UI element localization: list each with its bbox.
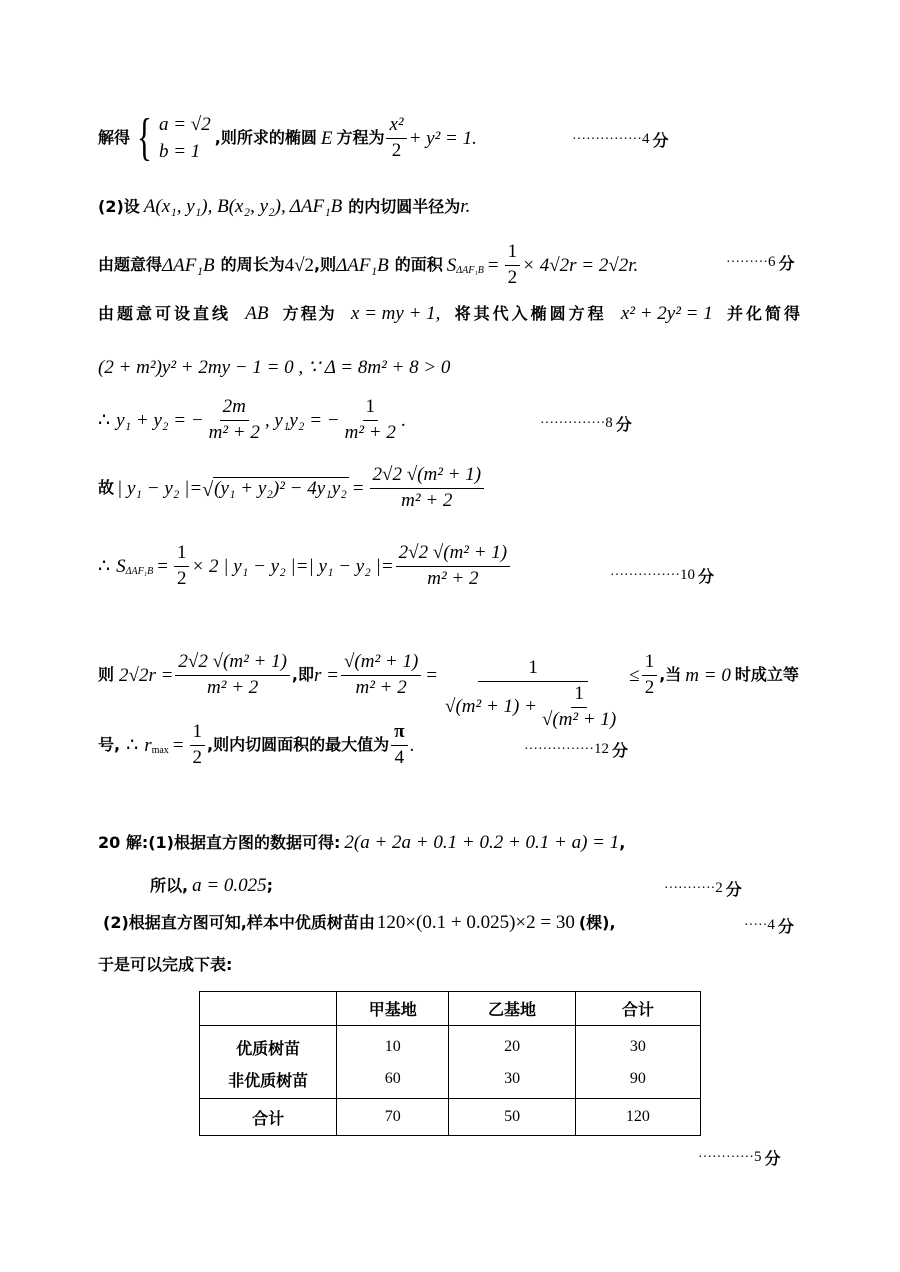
solution-line-14 — [98, 957, 232, 973]
table-cell: 30 — [575, 1026, 700, 1065]
text: 故 — [98, 478, 115, 498]
operator: = — [157, 555, 168, 577]
equation: × 4√2r = 2√2r. — [522, 254, 639, 276]
subscript: ΔAF₁B — [125, 566, 154, 578]
table-header-cell — [200, 992, 337, 1026]
text: ,则内切圆面积的最大值为 — [207, 735, 390, 755]
row-label: 优质树苗 — [200, 1026, 337, 1065]
text: 则 — [98, 665, 115, 685]
equation: x = my + 1, — [350, 303, 441, 324]
variable: E — [320, 127, 333, 149]
therefore-symbol: ∴ — [98, 555, 111, 577]
variable: r — [144, 734, 152, 756]
fraction: $\frac{1}{\text{√(m² + 1)}}$ — [541, 682, 617, 730]
equation: b = 1 — [158, 141, 201, 162]
text: 方程为 — [282, 303, 337, 323]
score-marker: ············ 5 分 — [698, 1149, 781, 1168]
therefore-symbol: ∴ — [126, 734, 139, 756]
solution-line-9 — [98, 620, 799, 731]
text: (2)设 — [98, 196, 140, 216]
text: 的内切圆半径为 — [348, 196, 461, 216]
table-cell: 30 — [449, 1064, 575, 1099]
equation: a = √2 — [158, 114, 211, 135]
equation: x² + 2y² = 1 — [620, 303, 713, 324]
nested-fraction: 1 √(m² + 1) + $\frac{1}{\text{√(m² + 1)}}$ — [442, 658, 624, 731]
variable: AB — [245, 303, 269, 324]
fraction: $\frac{1}{2}$ — [174, 543, 190, 590]
text: 的面积 — [394, 255, 443, 275]
score-marker: ········· 6 分 — [726, 254, 795, 273]
score-marker: ·············· 8 分 — [540, 415, 632, 434]
value: 4√2 — [284, 254, 315, 276]
score-marker: ··········· 2 分 — [664, 880, 742, 899]
equation: r = — [314, 664, 339, 686]
table-header-row — [200, 992, 701, 1026]
fraction: $\frac{\pi}{4}$ — [391, 722, 407, 769]
operator: ≤ — [629, 664, 640, 686]
variable: S — [116, 555, 126, 577]
text: 号, — [98, 735, 121, 755]
operator: = — [487, 254, 499, 276]
square-root: √ (y₁ + y₂)² − 4y₁y₂ — [202, 477, 347, 501]
solution-line-13 — [103, 913, 616, 932]
punctuation: . — [409, 734, 415, 756]
fraction: $\frac{1}{2}$ — [505, 242, 521, 289]
table-row — [200, 1026, 701, 1065]
text: ,则 — [314, 255, 337, 275]
text: 由题意得 — [98, 255, 163, 275]
triangle-label: ΔAF₁B — [289, 196, 343, 217]
text: ,则所求的椭圆 — [214, 128, 317, 147]
text: 的周长为 — [220, 255, 285, 275]
score-marker: ··············· 12 分 — [524, 741, 628, 760]
text: 20 解:(1)根据直方图的数据可得: — [98, 832, 341, 852]
solution-line-1 — [98, 109, 477, 166]
table-header-cell: 乙基地 — [449, 992, 575, 1026]
text: 将其代入椭圆方程 — [454, 303, 607, 323]
fraction: $\frac{\text{x²}}{2}$ — [386, 115, 406, 162]
table-row — [200, 1064, 701, 1099]
equation: y₁ + y₂ = − — [116, 409, 204, 431]
left-brace-icon: { — [137, 109, 152, 166]
text: ,即 — [291, 665, 315, 685]
text: 时成立等 — [734, 665, 799, 685]
equation: m = 0 — [685, 664, 731, 686]
equation: a = 0.025 — [192, 875, 267, 896]
fraction: $\frac{2m}{\text{m² + 2}}$ — [208, 396, 260, 443]
variable: S — [446, 254, 457, 276]
equation-system — [132, 109, 211, 166]
solution-line-10 — [98, 722, 414, 769]
score-marker: ··············· 4 分 — [572, 131, 669, 150]
contingency-table — [199, 991, 701, 1136]
solution-line-3 — [98, 242, 638, 289]
table-cell: 120 — [575, 1099, 700, 1136]
solution-line-7 — [98, 465, 486, 512]
solution-line-6 — [98, 397, 406, 444]
text: (2)根据直方图可知,样本中优质树苗由 — [103, 912, 375, 932]
fraction: $\frac{1}{2}$ — [190, 722, 206, 769]
operator: = — [172, 734, 184, 756]
equation: 120×(0.1 + 0.025)×2 = 30 — [376, 912, 575, 933]
table-header-cell: 合计 — [575, 992, 700, 1026]
text: 所以, — [150, 875, 189, 895]
equation: + y² = 1. — [408, 127, 477, 149]
fraction: $\frac{1}{2}$ — [642, 652, 658, 699]
table-cell: 70 — [337, 1099, 449, 1136]
table-cell: 50 — [449, 1099, 575, 1136]
therefore-symbol: ∴ — [98, 409, 111, 431]
score-marker: ····· 4 分 — [744, 917, 794, 936]
table-cell: 10 — [337, 1026, 449, 1065]
solution-line-4 — [98, 304, 803, 323]
table-total-row — [200, 1099, 701, 1136]
table-cell: 20 — [449, 1026, 575, 1065]
fraction: $\frac{\text{2√2 √(m² + 1)}}{\text{m² + 2}}$ — [396, 543, 511, 590]
operator: = — [426, 664, 438, 686]
solution-line-5 — [98, 358, 450, 377]
score-marker: ··············· 10 分 — [610, 567, 714, 586]
subscript: max — [151, 745, 169, 757]
text: 并化简得 — [726, 303, 803, 323]
fraction: $\frac{\text{2√2 √(m² + 1)}}{\text{m² + 2}}$ — [175, 652, 290, 699]
fraction: $\frac{1}{\text{m² + 2}}$ — [344, 396, 396, 443]
fraction: $\frac{\text{2√2 √(m² + 1)}}{\text{m² + 2}}$ — [370, 465, 485, 512]
row-label: 合计 — [200, 1099, 337, 1136]
solution-line-2 — [98, 197, 470, 216]
equation: 2(a + 2a + 0.1 + 0.2 + 0.1 + a) = 1 — [344, 832, 620, 853]
solution-line-12 — [150, 876, 273, 895]
text: 由题意可设直线 — [98, 303, 232, 323]
punctuation: . — [400, 409, 406, 431]
equation: | y₁ − y₂ |= — [117, 477, 203, 499]
text: ,当 — [659, 665, 682, 685]
subscript: ΔAF₁B — [456, 265, 484, 277]
variable: r. — [460, 196, 471, 217]
row-label: 非优质树苗 — [200, 1064, 337, 1099]
fraction: $\frac{\text{√(m² + 1)}}{\text{m² + 2}}$ — [341, 652, 421, 699]
text: (棵), — [578, 912, 616, 932]
text: 方程为 — [336, 128, 385, 147]
equation: (2 + m²)y² + 2my − 1 = 0 , ∵ Δ = 8m² + 8 > 0 — [98, 357, 451, 378]
equation: × 2 | y₁ − y₂ |=| y₁ − y₂ |= — [191, 555, 394, 577]
table-cell: 90 — [575, 1064, 700, 1099]
triangle-label: ΔAF₁B — [336, 254, 389, 276]
text: 于是可以完成下表: — [98, 955, 233, 974]
solution-line-11 — [98, 833, 625, 852]
text: 解得 — [98, 128, 131, 147]
equation: , y₁y₂ = − — [264, 409, 340, 431]
punctuation: , — [619, 832, 626, 852]
solution-line-8 — [98, 543, 512, 590]
equation: 2√2r = — [119, 664, 174, 686]
punctuation: ; — [266, 875, 274, 895]
table-header-cell: 甲基地 — [337, 992, 449, 1026]
equation: A(x₁, y₁), B(x₂, y₂), — [143, 196, 286, 217]
table-cell: 60 — [337, 1064, 449, 1099]
triangle-label: ΔAF₁B — [162, 254, 215, 276]
operator: = — [352, 477, 364, 499]
